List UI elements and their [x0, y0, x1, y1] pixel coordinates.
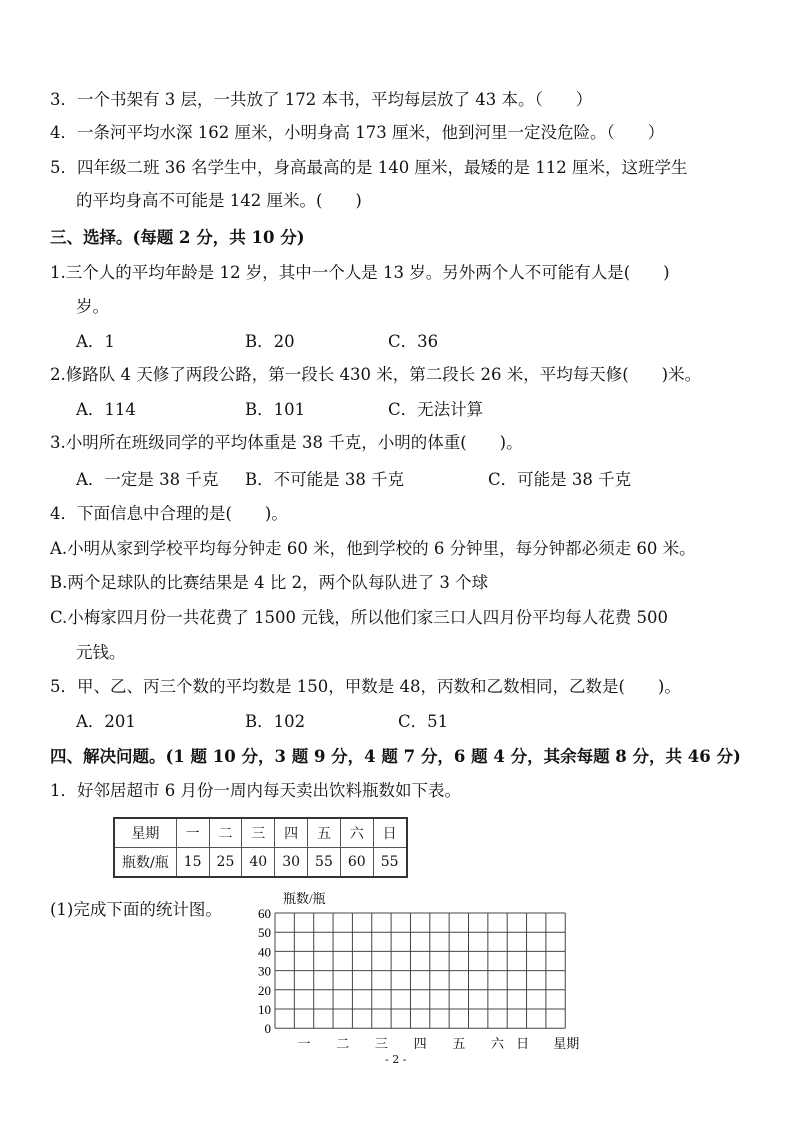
x-tick-label: 二 — [336, 1036, 350, 1052]
q4-option-c-cont: 元钱。 — [76, 643, 126, 662]
choice-q1: 1.三个人的平均年龄是 12 岁，其中一个人是 13 岁。另外两个人不可能有人是( ) — [50, 263, 670, 282]
x-tick-label: 日 — [516, 1036, 530, 1052]
table-cell: 40 — [242, 848, 275, 878]
table-cell: 二 — [209, 818, 242, 848]
problem-1-part-1: (1)完成下面的统计图。 — [50, 900, 222, 919]
x-tick-label: 五 — [452, 1036, 466, 1052]
table-cell: 25 — [209, 848, 242, 878]
q1-option-a: A．1 — [76, 332, 115, 351]
x-tick-label: 六 — [491, 1036, 505, 1052]
judge-q5: 5．四年级二班 36 名学生中，身高最高的是 140 厘米，最矮的是 112 厘米，这班学生 — [50, 158, 688, 177]
table-cell: 日 — [373, 818, 406, 848]
x-tick-label: 三 — [374, 1036, 388, 1052]
judge-q5-cont: 的平均身高不可能是 142 厘米。( ) — [76, 191, 362, 210]
q4-option-c: C.小梅家四月份一共花费了 1500 元钱，所以他们家三口人四月份平均每人花费 500 — [50, 608, 669, 627]
table-cell: 五 — [308, 818, 341, 848]
q3-option-c: C．可能是 38 千克 — [488, 470, 632, 489]
choice-q2: 2.修路队 4 天修了两段公路，第一段长 430 米，第二段长 26 米，平均每天修( )米。 — [50, 365, 702, 384]
blank-bar-chart-grid — [230, 885, 600, 1055]
y-tick-label: 50 — [258, 925, 271, 941]
q3-option-b: B．不可能是 38 千克 — [245, 470, 405, 489]
q1-option-c: C．36 — [388, 332, 439, 351]
sales-table — [113, 817, 408, 878]
q3-option-a: A．一定是 38 千克 — [76, 470, 219, 489]
table-cell: 瓶数/瓶 — [114, 848, 176, 878]
x-axis-label: 星期 — [553, 1036, 580, 1052]
choice-q3: 3.小明所在班级同学的平均体重是 38 千克，小明的体重( )。 — [50, 433, 523, 452]
y-tick-label: 0 — [264, 1021, 271, 1037]
y-tick-label: 40 — [258, 944, 271, 960]
table-cell: 60 — [340, 848, 373, 878]
table-cell: 三 — [242, 818, 275, 848]
table-cell: 六 — [340, 818, 373, 848]
q2-option-a: A．114 — [76, 400, 136, 419]
q2-option-c: C．无法计算 — [388, 400, 484, 419]
problem-1: 1．好邻居超市 6 月份一周内每天卖出饮料瓶数如下表。 — [50, 781, 461, 800]
y-axis-label: 瓶数/瓶 — [283, 891, 326, 906]
choice-q5: 5．甲、乙、丙三个数的平均数是 150，甲数是 48，丙数和乙数相同，乙数是( )。 — [50, 677, 681, 696]
q4-option-b: B.两个足球队的比赛结果是 4 比 2，两个队每队进了 3 个球 — [50, 573, 489, 592]
table-header-row — [114, 818, 407, 848]
table-cell: 四 — [275, 818, 308, 848]
section-4-heading: 四、解决问题。(1 题 10 分，3 题 9 分，4 题 7 分，6 题 4 分，其余每题 8 分，共 46 分) — [50, 747, 741, 766]
q4-option-a: A.小明从家到学校平均每分钟走 60 米，他到学校的 6 分钟里，每分钟都必须走 60 米。 — [50, 539, 696, 558]
q5-option-a: A．201 — [76, 712, 136, 731]
y-tick-label: 30 — [258, 963, 271, 979]
y-tick-label: 20 — [258, 982, 271, 998]
judge-q4: 4．一条河平均水深 162 厘米，小明身高 173 厘米，他到河里一定没危险。（ ） — [50, 123, 665, 142]
q5-option-c: C．51 — [398, 712, 449, 731]
q5-option-b: B．102 — [245, 712, 306, 731]
judge-q3: 3．一个书架有 3 层，一共放了 172 本书，平均每层放了 43 本。（ ） — [50, 90, 593, 109]
section-3-heading: 三、选择。(每题 2 分，共 10 分) — [50, 228, 305, 247]
table-cell: 一 — [176, 818, 209, 848]
choice-q1-cont: 岁。 — [76, 297, 109, 316]
page-number: - 2 - — [385, 1053, 407, 1066]
table-cell: 55 — [308, 848, 341, 878]
table-cell: 星期 — [114, 818, 176, 848]
table-cell: 55 — [373, 848, 406, 878]
x-tick-label: 四 — [413, 1036, 427, 1052]
table-cell: 30 — [275, 848, 308, 878]
q1-option-b: B．20 — [245, 332, 295, 351]
table-row — [114, 848, 407, 878]
table-cell: 15 — [176, 848, 209, 878]
y-tick-label: 10 — [258, 1002, 271, 1017]
choice-q4: 4．下面信息中合理的是( )。 — [50, 504, 288, 523]
q2-option-b: B．101 — [245, 400, 306, 419]
x-tick-label: 一 — [297, 1036, 311, 1052]
y-tick-label: 60 — [258, 906, 271, 921]
